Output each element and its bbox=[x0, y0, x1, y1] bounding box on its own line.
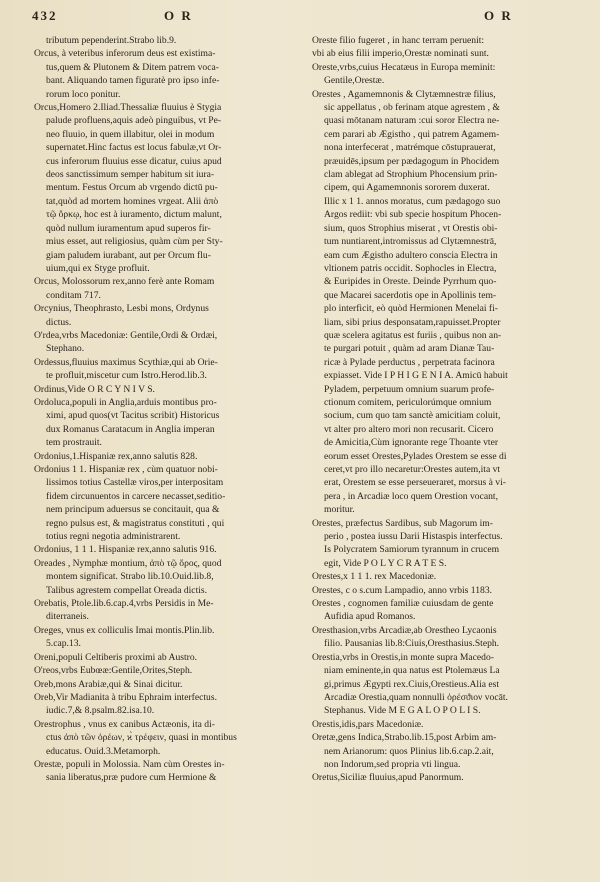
text-line: bant. Aliquando tamen figuratè pro ipso infe- bbox=[46, 75, 220, 87]
text-line: quasi mōtanam naturam :cui soror Electra ne- bbox=[324, 115, 500, 127]
text-line: Oreb,mons Arabiæ,qui & Sinai dicitur. bbox=[34, 678, 183, 690]
text-line: Oresthasion,vrbs Arcadiæ,ab Orestheo Lycaonis bbox=[312, 624, 497, 636]
text-line: Orestæ, populi in Molossia. Nam cùm Orestes in- bbox=[34, 758, 225, 770]
text-line: niam eminente,in qua natus est Ptolemæus La bbox=[324, 665, 500, 677]
text-line: nona interfecerat , matrémque cōstuprauerat, bbox=[324, 142, 496, 154]
text-line: deos sanctissimum semper habitum sit iura- bbox=[46, 169, 215, 181]
text-line: sium, quos Strophius miserat , vt Orestis obi- bbox=[324, 222, 498, 234]
text-line: que Macarei sacerdotis ope in Apollinis tem- bbox=[324, 289, 497, 301]
left-column bbox=[34, 34, 300, 785]
text-line: ctus ἀπὸ τῶν ὀρέων, ϰ̀ τρέφειν, quasi in montibus bbox=[46, 732, 237, 744]
text-line: Oretus,Siciliæ fluuius,apud Panormum. bbox=[312, 772, 464, 784]
left-running-head: O R bbox=[164, 8, 193, 23]
text-line: plo interficit, eò quòd Hermionen Menelai fi- bbox=[324, 303, 498, 315]
text-line: Orcus,Homero 2.Iliad.Thessaliæ fluuius è Stygia bbox=[34, 102, 222, 114]
text-line: nem principum aduersus se concitauit, qua & bbox=[46, 504, 220, 516]
text-line: Orestes,x 1 1 1. rex Macedoniæ. bbox=[312, 571, 437, 583]
text-line: moritur. bbox=[324, 504, 355, 516]
text-line: & Euripides in Oreste. Deinde Pyrrhum quo- bbox=[324, 276, 497, 288]
text-line: dux Romanus Caratacum in Anglia imperan bbox=[46, 423, 215, 435]
text-line: quæ scelera agitatus est furiis , quibus non an- bbox=[324, 329, 502, 341]
text-line: de Amicitia,Cùm ignorante rege Thoante vter bbox=[324, 437, 499, 449]
text-line: clam ablegat ad Strophium Phocensium prin- bbox=[324, 169, 498, 181]
text-line: vbi ab eius filii imperio,Orestæ nominati sunt. bbox=[312, 48, 489, 60]
text-line: Illic x 1 1. annos moratus, cum pædagogo suo bbox=[324, 195, 501, 207]
text-line: educatus. Ouid.3.Metamorph. bbox=[46, 745, 161, 757]
text-line: vltionem patris occidit. Sophocles in Electra, bbox=[324, 262, 497, 274]
text-line: Argos rediit: vbi sub specie hospitum Phocen- bbox=[324, 209, 502, 221]
text-line: cus inferorum fluuius esse dicatur, cuius apud bbox=[46, 155, 222, 167]
text-line: Orestes, c o s.cum Lampadio, anno vrbis 1183. bbox=[312, 584, 493, 596]
text-line: Orestes , cognomen familiæ cuiusdam de gente bbox=[312, 598, 494, 610]
text-line: conditam 717. bbox=[46, 289, 101, 301]
text-line: tributum pependerint.Strabo lib.9. bbox=[46, 35, 177, 46]
text-line: sic appellatus , ob ferinam atque agrestem , & bbox=[324, 102, 500, 114]
text-line: Oreste,vrbs,cuius Hecatæus in Europa meminit: bbox=[312, 61, 496, 73]
text-line: montem significat. Strabo lib.10.Ouid.lib.8, bbox=[46, 571, 214, 583]
text-line: Orestis,idis,pars Macedoniæ. bbox=[312, 718, 424, 730]
text-line: ricæ à Pylade perductus , perpetrata facinora bbox=[324, 356, 495, 368]
text-line: eorum esset Orestes,Pylades Orestem se esse di bbox=[324, 450, 507, 462]
text-line: Orestes , Agamemnonis & Clytæmnestræ filius, bbox=[312, 88, 496, 100]
text-line: Orcus, à veteribus inferorum deus est existima- bbox=[34, 48, 216, 60]
text-line: Arcadiæ Orestia,quam nonnulli ὀρέσϑιον vocāt. bbox=[324, 691, 508, 703]
text-line: Orestia,vrbs in Orestis,in monte supra Macedo- bbox=[312, 651, 494, 663]
text-line: nem Arianorum: quos Plinius lib.6.cap.2.ait, bbox=[324, 745, 494, 757]
text-line: egit, Vide P O L Y C R A T E S. bbox=[324, 557, 447, 569]
text-line: palude profluens,aquis adeò pinguibus, vt Pe- bbox=[46, 115, 222, 127]
text-line: ctionum comitem, periculorúmque omnium bbox=[324, 396, 492, 408]
text-line: Ordonius 1 1. Hispaniæ rex , cùm quatuor nobi- bbox=[34, 464, 218, 475]
text-line: tat,quòd ad mortem homines vrgeat. Alii ἀπὸ bbox=[46, 195, 219, 207]
text-line: perio , postea iussu Darii Histaspis interfectus. bbox=[324, 531, 503, 543]
text-line: eam cum Ægistho adultero conscia Electra in bbox=[324, 249, 498, 261]
text-line: giam paludem iurabant, aut per Orcum flu- bbox=[46, 249, 211, 261]
text-line: Orebatis, Ptole.lib.6.cap.4,vrbs Persidis in Me- bbox=[34, 598, 214, 610]
text-line: neo fluuio, in quem illabitur, olei in modum bbox=[46, 128, 215, 140]
text-line: erat, Orestem se esse perseueraret, morsus à vi- bbox=[324, 477, 506, 489]
text-line: regno pulsus est, & magistratus constituti , qui bbox=[46, 517, 225, 529]
text-line: Oreades , Nymphæ montium, ἀπὸ τῷ ὄρος, quod bbox=[34, 557, 222, 569]
text-line: Aufidia apud Romanos. bbox=[324, 611, 416, 623]
right-column bbox=[312, 34, 578, 785]
text-line: 5.cap.13. bbox=[46, 638, 81, 650]
text-line: te profluit,miscetur cum Istro.Herod.lib.3. bbox=[46, 370, 207, 382]
text-line: Orestrophus , vnus ex canibus Actæonis, ita di- bbox=[34, 718, 215, 730]
text-line: tem prostrauit. bbox=[46, 437, 102, 449]
text-line: Oreste filio fugeret , in hanc terram peruenit: bbox=[312, 35, 485, 46]
text-line: Oreni,populi Celtiberis proximi ab Austro. bbox=[34, 651, 198, 663]
page-header bbox=[0, 8, 600, 30]
text-line: vt alter pro altero mori non recusarit. Cicero bbox=[324, 423, 494, 435]
text-line: dictus. bbox=[46, 316, 72, 328]
text-line: Ordinus,Vide O R C Y N I V S. bbox=[34, 383, 155, 395]
text-line: Gentile,Orestæ. bbox=[324, 75, 385, 87]
text-line: gi,primus Ægypti rex.Ciuis,Orestieus.Alia est bbox=[324, 678, 500, 690]
text-line: pera , in Arcadiæ loco quem Orestion vocant, bbox=[324, 490, 498, 502]
text-line: Oretæ,gens Indica,Strabo.lib.15,post Arbim am- bbox=[312, 732, 497, 744]
text-line: cem parari ab Ægistho , qui patrem Agamem- bbox=[324, 128, 500, 140]
text-line: liam, sibi prius desponsatam,rapuisset.Propter bbox=[324, 316, 501, 328]
right-running-head: O R bbox=[484, 8, 513, 23]
text-line: Is Polycratem Samiorum tyrannum in crucem bbox=[324, 544, 500, 556]
text-line: Ordessus,fluuius maximus Scythiæ,qui ab Orie- bbox=[34, 356, 218, 368]
text-line: tum nuntiarent,intromissus ad Clytæmnestrā, bbox=[324, 236, 497, 248]
text-line: præuidēs,ipsum per pædagogum in Phocidem bbox=[324, 155, 500, 167]
text-line: Orestes, præfectus Sardibus, sub Magorum im- bbox=[312, 517, 493, 529]
text-line: te purgari potuit , quàm ad aram Dianæ Tau- bbox=[324, 343, 495, 355]
text-line: Talibus agrestem compellat Oreada dictis. bbox=[46, 584, 208, 596]
text-line: Oreges, vnus ex colliculis Imai montis.Plin.lib. bbox=[34, 624, 215, 636]
text-line: rorum loco ponitur. bbox=[46, 88, 121, 100]
text-line: supernatet.Hinc factus est locus fabulæ,vt Or- bbox=[46, 142, 222, 154]
text-line: Stephano. bbox=[46, 343, 85, 355]
text-line: totius regni negotia administrarent. bbox=[46, 531, 181, 543]
text-line: Ordonius, 1 1 1. Hispaniæ rex,anno salutis 916. bbox=[34, 544, 217, 556]
text-line: Pyladem, perpetuum omnium suarum profe- bbox=[324, 383, 495, 395]
text-line: diterraneis. bbox=[46, 611, 89, 623]
text-line: Orcus, Molossorum rex,anno ferè ante Romam bbox=[34, 276, 215, 288]
text-line: lissimos totius Castellæ viros,per interpositam bbox=[46, 477, 224, 489]
text-line: uium,qui ex Styge profluit. bbox=[46, 262, 150, 274]
text-line: cipem, qui Agamemnonis sororem duxerat. bbox=[324, 182, 490, 194]
text-line: sania liberatus,præ pudore cum Hermione & bbox=[46, 772, 217, 784]
text-line: expiasset. Vide I P H I G E N I A. Amicū habuit bbox=[324, 370, 508, 382]
text-line: ceret,vt pro illo necaretur:Orestes autem,ita vt bbox=[324, 464, 501, 475]
text-line: Orcynius, Theophrasto, Lesbi mons, Ordynus bbox=[34, 303, 209, 315]
text-line: mius esset, aut religiosius, quàm cùm per Sty- bbox=[46, 236, 223, 248]
text-line: Stephanus. Vide M E G A L O P O L I S. bbox=[324, 705, 481, 717]
text-line: mentum. Festus Orcum ab vrgendo dictū pu- bbox=[46, 182, 218, 194]
page-number: 432 bbox=[32, 8, 58, 23]
text-line: O'reos,vrbs Eubœæ:Gentile,Orites,Steph. bbox=[34, 665, 193, 677]
text-line: Ordoluca,populi in Anglia,arduis montibus pro- bbox=[34, 396, 217, 408]
text-line: quòd nullum iuramentum apud superos fir- bbox=[46, 222, 211, 234]
text-line: tus,quem & Plutonem & Ditem patrem voca- bbox=[46, 61, 219, 73]
text-line: Oreb,Vir Madianita à tribu Ephraim interfectus. bbox=[34, 691, 217, 703]
text-line: O'rdea,vrbs Macedoniæ: Gentile,Ordi & Ordæi, bbox=[34, 329, 218, 341]
text-line: non Indorum,sed propria vti lingua. bbox=[324, 758, 461, 770]
text-line: iudic.7,& 8.psalm.82.isa.10. bbox=[46, 705, 155, 717]
text-line: fidem circunuentos in carcere necasset,seditio- bbox=[46, 490, 226, 502]
text-line: τῷ ὅρκῳ, hoc est à iuramento, dictum malunt, bbox=[46, 209, 222, 221]
text-line: socium, cum quo tam sanctè amicitiam coluit, bbox=[324, 410, 501, 422]
text-line: filio. Pausanias lib.8:Ciuis,Oresthasius.Steph. bbox=[324, 638, 500, 650]
text-line: Ordonius,1.Hispaniæ rex,anno salutis 828. bbox=[34, 450, 198, 462]
text-line: ximi, apud quos(vt Tacitus scribit) Historicus bbox=[46, 410, 220, 422]
